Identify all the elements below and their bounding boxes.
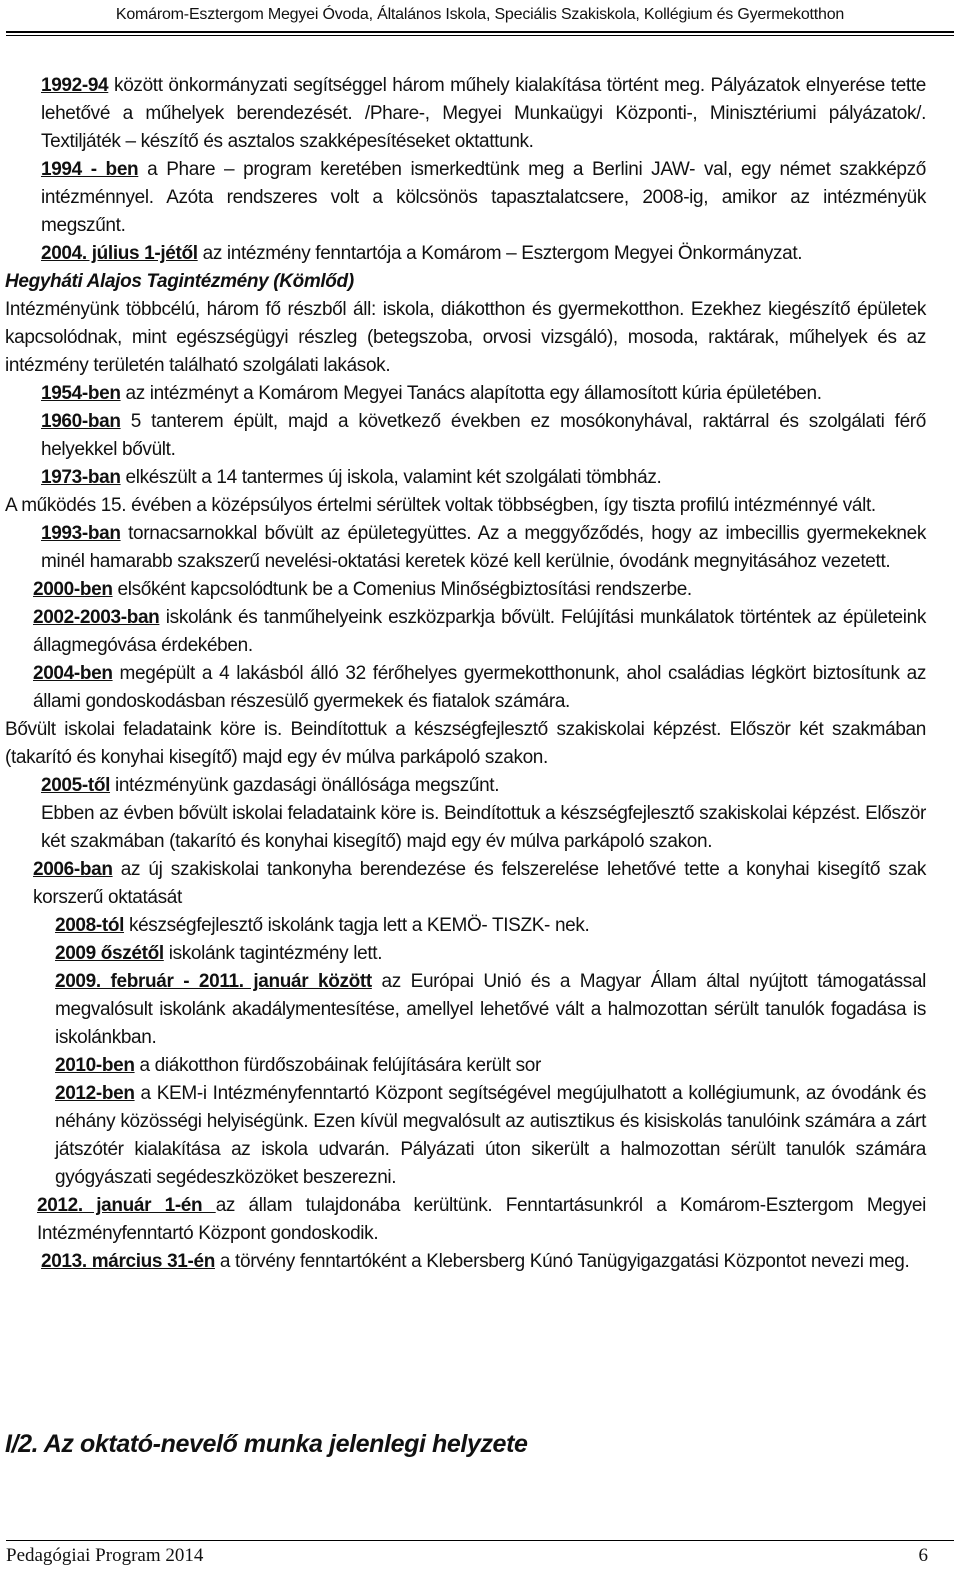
paragraph-text: Bővült iskolai feladataink köre is. Beindítottuk a készségfejlesztő szakiskolai képzést. Először két szakmában (takarító és konyhai kisegítő) majd egy év múlva parkápoló szakon.: [5, 719, 926, 768]
year-label: 1973-ban: [41, 467, 121, 488]
paragraph: [5, 1192, 926, 1248]
paragraph: [5, 492, 926, 520]
paragraph-text: elsőként kapcsolódtunk be a Comenius Minőségbiztosítási rendszerbe.: [112, 579, 692, 600]
year-label: 1994 - ben: [41, 159, 139, 180]
year-label: 1993-ban: [41, 523, 121, 544]
paragraph-text: az intézmény fenntartója a Komárom – Esztergom Megyei Önkormányzat.: [197, 243, 803, 264]
paragraph-text: az állam tulajdonába kerültünk. Fenntartásunkról a Komárom-Esztergom Megyei Intézményfenntartó Központ gondoskodik.: [37, 1195, 926, 1244]
paragraph: [5, 660, 926, 716]
paragraph: [5, 72, 926, 156]
paragraph-text: Ebben az évben bővült iskolai feladataink köre is. Beindítottuk a készségfejlesztő szakiskolai képzést. Először két szakmában (takarító és konyhai kisegítő) majd egy év múlva parkápoló szakon.: [41, 803, 926, 852]
paragraph: [5, 772, 926, 800]
section-title: Hegyháti Alajos Tagintézmény (Kömlőd): [5, 271, 354, 292]
year-label: 2006-ban: [33, 859, 113, 880]
header-rule-thin: [6, 35, 954, 36]
year-label: 2009. február - 2011. január között: [55, 971, 372, 992]
year-label: 2000-ben: [33, 579, 113, 600]
paragraph-text: A működés 15. évében a középsúlyos értelmi sérültek voltak többségben, így tiszta profilú intézménnyé vált.: [5, 495, 876, 516]
paragraph: [33, 800, 926, 856]
paragraph-text: a diákotthon fürdőszobáinak felújítására került sor: [134, 1055, 541, 1076]
paragraph: [33, 940, 926, 968]
year-label: 2005-től: [41, 775, 111, 796]
paragraph: [5, 240, 926, 268]
year-label: 1992-94: [41, 75, 109, 96]
paragraph-text: az Európai Unió és a Magyar Állam által nyújtott támogatással megvalósult iskolánk akadálymentesítése, amellyel lehetővé vált a halmozottan sérült tanulók fogadása is iskolánkban.: [55, 971, 926, 1048]
paragraph: [5, 296, 926, 380]
page-footer: [6, 1543, 928, 1569]
paragraph: [33, 604, 926, 660]
paragraph-text: között önkormányzati segítséggel három műhely kialakítása történt meg. Pályázatok elnyerése tette lehetővé a műhelyek berendezését. /Phare-, Megyei Munkaügyi Központi-, Minisztériumi pályázatok/. Textiljáték – készítő és asztalos szakképesítéseket oktattunk.: [41, 75, 926, 152]
year-label: 2004. július 1-jétől: [41, 243, 198, 264]
paragraph: [33, 856, 926, 912]
paragraph: [5, 520, 926, 576]
year-label: 2012. január 1-én: [37, 1195, 216, 1216]
paragraph-text: készségfejlesztő iskolánk tagja lett a KEMÖ- TISZK- nek.: [124, 915, 590, 936]
running-header: Komárom-Esztergom Megyei Óvoda, Általános Iskola, Speciális Szakiskola, Kollégium és Gyermekotthon: [115, 6, 845, 23]
year-label: 2012-ben: [55, 1083, 135, 1104]
paragraph-text: iskolánk és tanműhelyeink eszközparkja bővült. Felújítási munkálatok történtek az épületeink állagmegóvása érdekében.: [33, 607, 926, 656]
year-label: 2010-ben: [55, 1055, 135, 1076]
page-number: 6: [918, 1545, 928, 1566]
footer-title: Pedagógiai Program 2014: [6, 1545, 204, 1566]
paragraph: [5, 576, 926, 604]
year-label: 2013. március 31-én: [41, 1251, 215, 1272]
paragraph: [33, 1052, 926, 1080]
paragraph-text: Intézményünk többcélú, három fő részből áll: iskola, diákotthon és gyermekotthon. Ezekhez kiegészítő épületek kapcsolódnak, mint egészségügyi részleg (betegszoba, orvosi vizsgáló), mosoda, raktárak, műhelyek és az intézmény területén található szolgálati lakások.: [5, 299, 926, 376]
paragraph: [33, 1080, 926, 1192]
paragraph-text: tornacsarnokkal bővült az épületegyüttes. Az a meggyőződés, hogy az imbecillis gyermekeknek minél hamarabb szakszerű nevelési-oktatási keretek közé kell kerülnie, óvodánk megnyitásához vezetett.: [41, 523, 926, 572]
body-text: [5, 72, 926, 1276]
paragraph: [5, 380, 926, 408]
year-label: 2008-tól: [55, 915, 125, 936]
paragraph-text: elkészült a 14 tantermes új iskola, valamint két szolgálati tömbház.: [120, 467, 662, 488]
year-label: 2009 őszétől: [55, 943, 164, 964]
section-heading: I/2. Az oktató-nevelő munka jelenlegi helyzete: [5, 1430, 528, 1458]
year-label: 2004-ben: [33, 663, 113, 684]
header-rule-thick: [6, 31, 954, 33]
paragraph-text: intézményünk gazdasági önállósága megszűnt.: [110, 775, 500, 796]
paragraph-text: megépült a 4 lakásból álló 32 férőhelyes gyermekotthonunk, ahol családias légkört biztosítunk az állami gondoskodásban részesülő gyermekek és fiatalok számára.: [33, 663, 926, 712]
paragraph: [5, 156, 926, 240]
year-label: 1960-ban: [41, 411, 121, 432]
paragraph: [33, 968, 926, 1052]
paragraph-text: a Phare – program keretében ismerkedtünk meg a Berlini JAW- val, egy német szakképző intézménnyel. Azóta rendszeres volt a kölcsönös tapasztalatcsere, 2008-ig, amikor az intézményük megszűnt.: [41, 159, 927, 236]
paragraph-text: az intézményt a Komárom Megyei Tanács alapította egy államosított kúria épületében.: [120, 383, 822, 404]
paragraph: [5, 464, 926, 492]
paragraph-text: a KEM-i Intézményfenntartó Központ segítségével megújulhatott a kollégiumunk, az óvodánk és néhány közösségi helyiségünk. Ezen kívül megvalósult az autisztikus és kisiskolás tanulóink számára a zárt játszótér kialakítása az iskola udvarán. Pályázati úton sikerült a halmozottan sérült tanulók számára gyógyászati segédeszközöket beszerezni.: [55, 1083, 926, 1188]
paragraph: [33, 912, 926, 940]
paragraph: [5, 716, 926, 772]
year-label: 1954-ben: [41, 383, 121, 404]
paragraph-text: 5 tanterem épült, majd a következő években ez mosókonyhával, raktárral és szolgálati férő helyekkel bővült.: [41, 411, 926, 460]
paragraph: [5, 408, 926, 464]
paragraph-text: az új szakiskolai tankonyha berendezése és felszerelése lehetővé tette a konyhai kisegítő szak korszerű oktatását: [33, 859, 926, 908]
footer-rule: [6, 1540, 954, 1541]
paragraph-text: a törvény fenntartóként a Klebersberg Kúnó Tanügyigazgatási Központot nevezi meg.: [214, 1251, 910, 1272]
year-label: 2002-2003-ban: [33, 607, 160, 628]
paragraph: [5, 1248, 926, 1276]
paragraph-text: iskolánk tagintézmény lett.: [163, 943, 383, 964]
